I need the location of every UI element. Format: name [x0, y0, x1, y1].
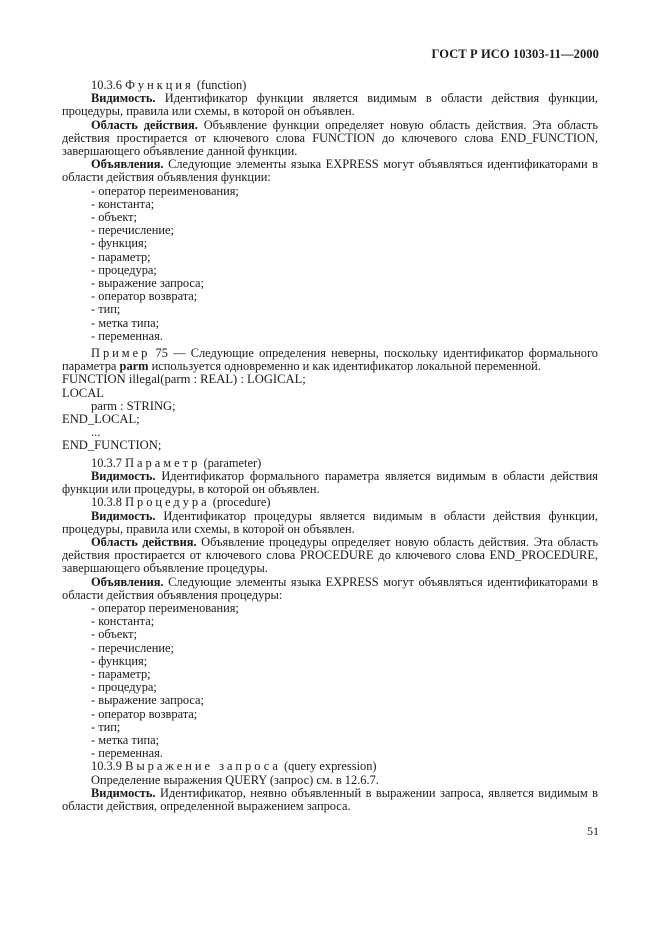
code-line: END_FUNCTION; — [62, 438, 162, 453]
section-heading: 10.3.8 Процедура (procedure) — [91, 495, 271, 510]
paragraph: Видимость. Идентификатор функции является видимым в области действия функции, процедуры, правила или схемы, в которой он объявлен. — [62, 91, 598, 119]
list-item: - переменная. — [91, 328, 163, 343]
paragraph: Видимость. Идентификатор процедуры является видимым в области действия функции, процедуры, правила или схемы, в которой он объявлен. — [62, 508, 598, 536]
section-heading: 10.3.9 Выражение запроса (query expression) — [91, 759, 377, 774]
section-title: Функция — [125, 78, 194, 92]
section-title: Параметр — [125, 455, 201, 470]
list-item: - объект; — [91, 627, 138, 642]
example-paragraph: Пример 75 — Следующие определения неверны, поскольку идентификатор формального параметра parm используется одновременно и как идентификатор локальной переменной. — [62, 346, 598, 374]
list-item: - функция; — [91, 653, 148, 668]
paragraph: Объявления. Следующие элементы языка EXPRESS могут объявляться идентификаторами в области действия объявления функции: — [62, 157, 598, 185]
section-heading: 10.3.7 Параметр (parameter) — [91, 455, 262, 470]
section-heading: 10.3.6 Функция (function) — [91, 78, 247, 92]
paragraph: Объявления. Следующие элементы языка EXPRESS могут объявляться идентификаторами в области действия объявления процедуры: — [62, 574, 598, 602]
paragraph: Определение выражения QUERY (запрос) см. в 12.6.7. — [91, 772, 379, 787]
list-item: - параметр; — [91, 666, 151, 681]
paragraph: Видимость. Идентификатор, неявно объявленный в выражении запроса, является видимым в области действия, определенной выражением запроса. — [62, 785, 598, 813]
code-line: ... — [91, 425, 101, 440]
list-item: - процедура; — [91, 262, 157, 277]
list-item: - выражение запроса; — [91, 693, 205, 708]
list-item: - константа; — [91, 614, 155, 629]
page-body — [62, 79, 598, 813]
page-header: ГОСТ Р ИСО 10303-11—2000 — [431, 47, 599, 61]
list-item: - тип; — [91, 719, 121, 734]
code-line: END_LOCAL; — [62, 412, 140, 427]
list-item: - константа; — [91, 196, 155, 211]
section-title: Процедура — [125, 495, 210, 510]
code-line: parm : STRING; — [91, 398, 176, 413]
list-item: - объект; — [91, 210, 138, 225]
list-item: - перечисление; — [91, 223, 174, 238]
list-item: - оператор переименования; — [91, 600, 239, 615]
list-item: - выражение запроса; — [91, 276, 205, 291]
code-line: LOCAL — [62, 385, 104, 400]
list-item: - тип; — [91, 302, 121, 317]
list-item: - процедура; — [91, 680, 157, 695]
list-item: - оператор переименования; — [91, 183, 239, 198]
list-item: - переменная. — [91, 746, 163, 761]
paragraph: Область действия. Объявление процедуры определяет новую область действия. Эта область действия простирается от ключевого слова PROCEDURE до ключевого слова END_PROCEDURE, завершающего объявление процедуры. — [62, 534, 598, 576]
list-item: - функция; — [91, 236, 148, 251]
paragraph: Видимость. Идентификатор формального параметра является видимым в области действия функции или процедуры, в которой он объявлен. — [62, 468, 598, 497]
page-number: 51 — [587, 824, 599, 838]
list-item: - оператор возврата; — [91, 706, 198, 721]
paragraph: Область действия. Объявление функции определяет новую область действия. Эта область действия простирается от ключевого слова FUNCTION до ключевого слова END_FUNCTION, завершающего объявление данной функции. — [62, 117, 598, 159]
list-item: - перечисление; — [91, 640, 174, 655]
list-item: - оператор возврата; — [91, 289, 198, 304]
list-item: - метка типа; — [91, 315, 160, 330]
code-line: FUNCTION illegal(parm : REAL) : LOGICAL; — [62, 372, 306, 387]
list-item: - метка типа; — [91, 732, 160, 747]
section-title: Выражение запроса — [125, 759, 281, 774]
list-item: - параметр; — [91, 249, 151, 264]
